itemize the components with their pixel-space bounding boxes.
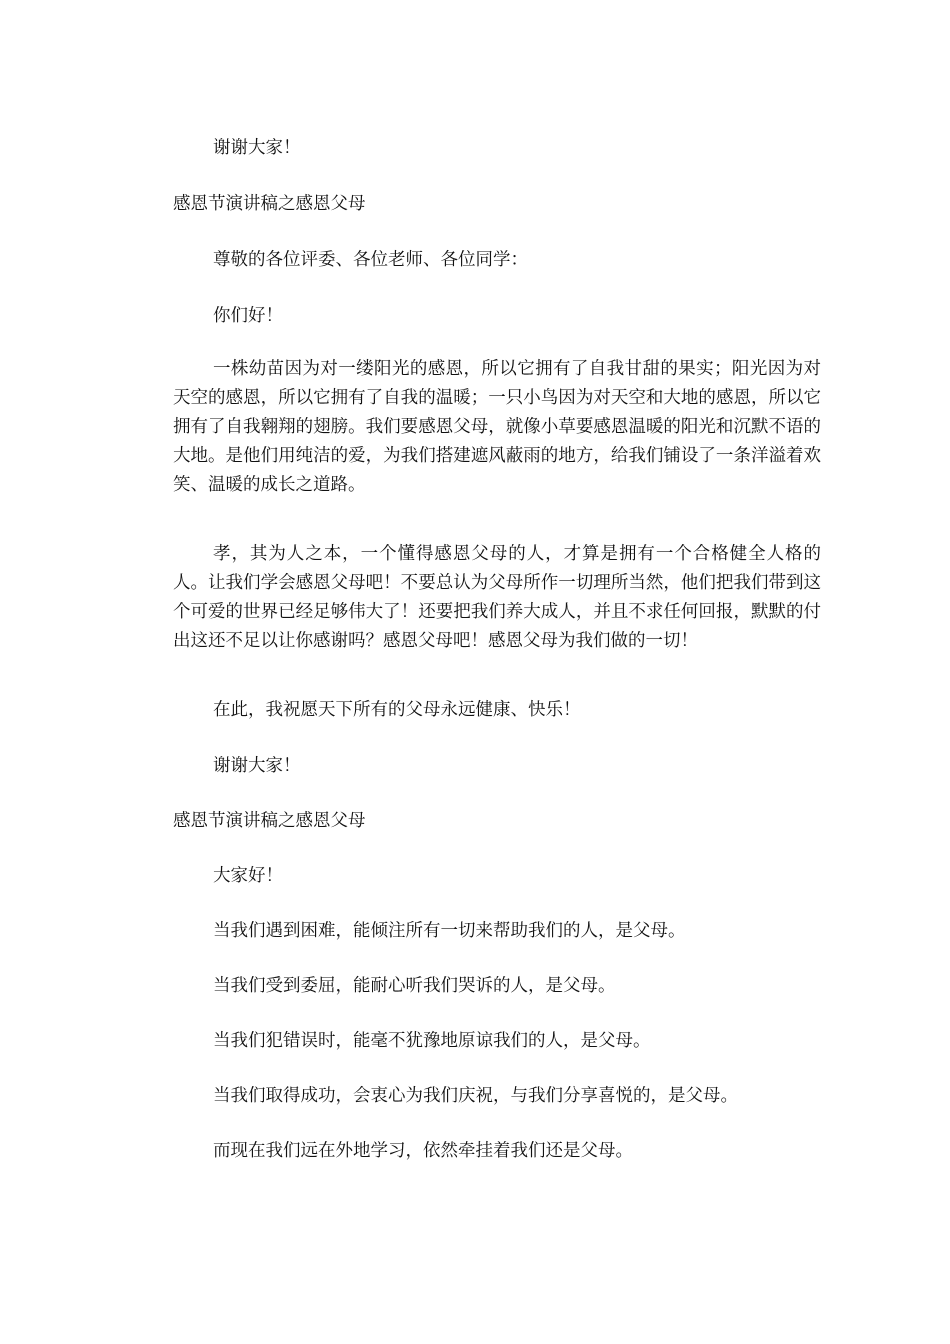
body-paragraph-filial-piety: 孝，其为人之本，一个懂得感恩父母的人，才算是拥有一个合格健全人格的人。让我们学会感恩父母吧！不要总认为父母所作一切理所当然，他们把我们带到这个可爱的世界已经足够伟大了！还要把我们养大成人，并且不求任何回报，默默的付出这还不足以让你感谢吗？感恩父母吧！感恩父母为我们做的一切！ [173, 544, 821, 651]
closing-thanks-2: 谢谢大家！ [213, 756, 301, 776]
salutation: 尊敬的各位评委、各位老师、各位同学： [213, 250, 528, 270]
parents-line-away: 而现在我们远在外地学习，依然牵挂着我们还是父母。 [213, 1141, 633, 1161]
section-heading-2: 感恩节演讲稿之感恩父母 [173, 811, 366, 831]
greeting-2: 大家好！ [213, 866, 283, 886]
parents-line-mistake: 当我们犯错误时，能毫不犹豫地原谅我们的人，是父母。 [213, 1031, 651, 1051]
closing-thanks-1: 谢谢大家！ [213, 138, 301, 158]
parents-line-success: 当我们取得成功，会衷心为我们庆祝，与我们分享喜悦的，是父母。 [213, 1086, 738, 1106]
blessing-line: 在此，我祝愿天下所有的父母永远健康、快乐！ [213, 700, 581, 720]
parents-line-grievance: 当我们受到委屈，能耐心听我们哭诉的人，是父母。 [213, 976, 616, 996]
body-paragraph-seedling: 一株幼苗因为对一缕阳光的感恩，所以它拥有了自我甘甜的果实；阳光因为对天空的感恩，所以它拥有了自我的温暖；一只小鸟因为对天空和大地的感恩，所以它拥有了自我翱翔的翅膀。我们要感恩父母，就像小草要感恩温暖的阳光和沉默不语的大地。是他们用纯洁的爱，为我们搭建遮风蔽雨的地方，给我们铺设了一条洋溢着欢笑、温暖的成长之道路。 [173, 359, 821, 495]
greeting-1: 你们好！ [213, 306, 283, 326]
section-heading-1: 感恩节演讲稿之感恩父母 [173, 194, 366, 214]
parents-line-difficulty: 当我们遇到困难，能倾注所有一切来帮助我们的人，是父母。 [213, 921, 686, 941]
